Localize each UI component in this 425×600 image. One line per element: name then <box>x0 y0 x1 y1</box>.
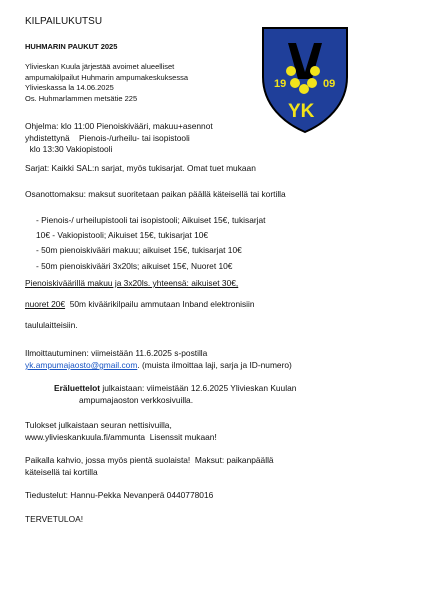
intro-line: Ylivieskan Kuula järjestää avoimet alueelliset <box>25 62 175 71</box>
registration-email-link[interactable]: yk.ampumajaosto@gmail.com <box>25 360 138 370</box>
fee-intro: Osanottomaksu: maksut suoritetaan paikan päällä käteisellä tai kortilla <box>25 189 286 199</box>
combined-fee-line: Pienoiskiväärillä makuu ja 3x20ls. yhteensä: aikuiset 30€, <box>25 278 239 288</box>
registration-line2 <box>25 360 292 370</box>
inband-note: 50m kiväärikilpailu ammutaan Inband elektronisiin <box>65 299 255 309</box>
logo-yellow-ball <box>299 84 309 94</box>
fee-list <box>36 213 266 274</box>
intro-line: ampumakilpailut Huhmarin ampumakeskuksessa <box>25 72 188 82</box>
heats-text: julkaistaan: viimeistään 12.6.2025 Ylivieskan Kuulan <box>100 383 297 393</box>
intro-text <box>25 62 188 104</box>
cafe-line2: käteisellä tai kortilla <box>25 467 98 477</box>
fee-item: - 50m pienoiskivääri 3x20ls; aikuiset 15€, Nuoret 10€ <box>36 260 233 271</box>
event-name: HUHMARIN PAUKUT 2025 <box>25 42 118 51</box>
logo-yellow-ball <box>286 66 296 76</box>
logo-year-right: 09 <box>323 78 336 90</box>
welcome-text: TERVETULOA! <box>25 514 84 524</box>
contact-line: Tiedustelut: Hannu-Pekka Nevanperä 0440778016 <box>25 490 214 500</box>
program-line: yhdistettynä Pienois-/urheilu- tai isopistooli <box>25 132 190 143</box>
program-section <box>25 121 213 156</box>
inband-note-end: taululaitteisiin. <box>25 320 78 330</box>
results-line: Tulokset julkaistaan seuran nettisivuilla, <box>25 420 172 430</box>
intro-line: Os. Huhmarlammen metsätie 225 <box>25 93 138 103</box>
club-logo-shield <box>260 25 350 135</box>
registration-note: . (muista ilmoittaa laji, sarja ja ID-numero) <box>137 360 292 370</box>
program-line: klo 13:30 Vakiopistooli <box>25 144 113 154</box>
registration-line: Ilmoittautuminen: viimeistään 11.6.2025 s-postilla <box>25 348 208 358</box>
logo-yellow-ball <box>310 66 320 76</box>
combined-fee-line2 <box>25 299 255 309</box>
heats-label: Eräluettelot <box>54 383 101 393</box>
intro-line: Ylivieskassa la 14.06.2025 <box>25 83 114 92</box>
logo-initials: YK <box>288 101 315 122</box>
fee-item: 10€ - Vakiopistooli; Aikuiset 15€, tukisarjat 10€ <box>36 230 209 241</box>
results-url-line: www.ylivieskankuula.fi/ammunta Lisenssit mukaan! <box>25 432 217 442</box>
logo-year-left: 19 <box>274 78 287 90</box>
fee-item: - 50m pienoiskivääri makuu; aikuiset 15€, tukisarjat 10€ <box>36 245 242 256</box>
logo-yellow-ball <box>290 78 300 88</box>
heats-line2: ampumajaoston verkkosivuilla. <box>79 395 194 405</box>
doc-title: KILPAILUKUTSU <box>25 16 103 27</box>
fee-item: - Pienois-/ urheilupistooli tai isopistooli; Aikuiset 15€, tukisarjat <box>36 215 266 225</box>
logo-yellow-ball <box>307 78 317 88</box>
classes-text: Sarjat: Kaikki SAL:n sarjat, myös tukisarjat. Omat tuet mukaan <box>25 163 256 173</box>
program-line: Ohjelma: klo 11:00 Pienoiskivääri, makuu+asennot <box>25 121 213 131</box>
heats-line <box>54 383 296 393</box>
youth-fee: nuoret 20€ <box>25 299 66 309</box>
cafe-line: Paikalla kahvio, jossa myös pientä suolaista! Maksut: paikanpäällä <box>25 455 274 465</box>
